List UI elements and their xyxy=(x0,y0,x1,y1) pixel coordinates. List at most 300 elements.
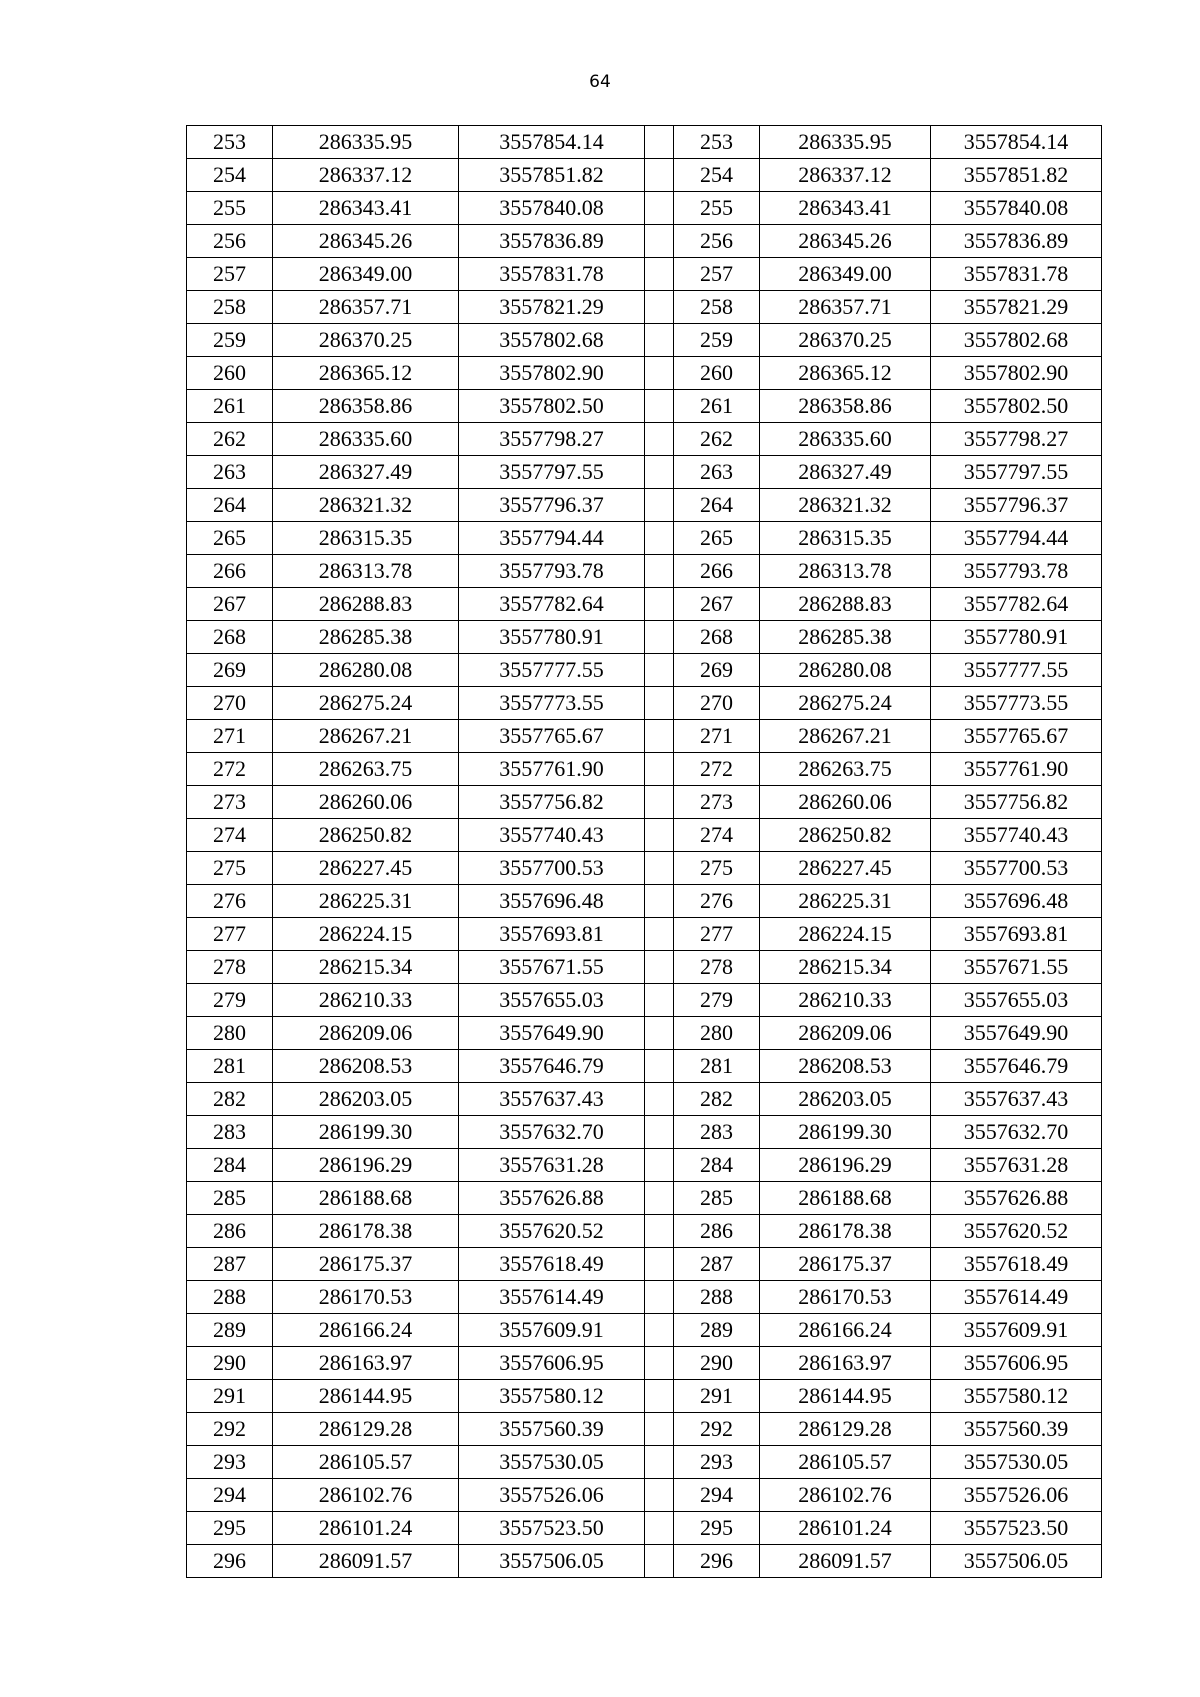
point-number-cell: 289 xyxy=(187,1314,273,1347)
spacer-cell xyxy=(645,1182,674,1215)
x-coordinate-cell: 286102.76 xyxy=(273,1479,459,1512)
spacer-cell xyxy=(645,1017,674,1050)
y-coordinate-cell: 3557649.90 xyxy=(459,1017,645,1050)
spacer-cell xyxy=(645,258,674,291)
y-coordinate-cell: 3557637.43 xyxy=(931,1083,1102,1116)
point-number-cell: 290 xyxy=(674,1347,760,1380)
point-number-cell: 255 xyxy=(674,192,760,225)
point-number-cell: 262 xyxy=(674,423,760,456)
spacer-cell xyxy=(645,1512,674,1545)
table-row xyxy=(187,1017,1102,1050)
spacer-cell xyxy=(645,1413,674,1446)
y-coordinate-cell: 3557756.82 xyxy=(459,786,645,819)
point-number-cell: 266 xyxy=(674,555,760,588)
point-number-cell: 256 xyxy=(674,225,760,258)
table-row xyxy=(187,687,1102,720)
table-row xyxy=(187,258,1102,291)
y-coordinate-cell: 3557780.91 xyxy=(931,621,1102,654)
y-coordinate-cell: 3557620.52 xyxy=(931,1215,1102,1248)
y-coordinate-cell: 3557802.90 xyxy=(931,357,1102,390)
x-coordinate-cell: 286091.57 xyxy=(760,1545,931,1578)
point-number-cell: 279 xyxy=(187,984,273,1017)
x-coordinate-cell: 286358.86 xyxy=(273,390,459,423)
point-number-cell: 263 xyxy=(187,456,273,489)
x-coordinate-cell: 286260.06 xyxy=(273,786,459,819)
spacer-cell xyxy=(645,1248,674,1281)
y-coordinate-cell: 3557618.49 xyxy=(459,1248,645,1281)
point-number-cell: 277 xyxy=(674,918,760,951)
y-coordinate-cell: 3557836.89 xyxy=(931,225,1102,258)
x-coordinate-cell: 286335.95 xyxy=(760,126,931,159)
table-row xyxy=(187,1314,1102,1347)
point-number-cell: 268 xyxy=(187,621,273,654)
x-coordinate-cell: 286215.34 xyxy=(273,951,459,984)
point-number-cell: 269 xyxy=(674,654,760,687)
point-number-cell: 284 xyxy=(187,1149,273,1182)
spacer-cell xyxy=(645,522,674,555)
x-coordinate-cell: 286260.06 xyxy=(760,786,931,819)
y-coordinate-cell: 3557796.37 xyxy=(931,489,1102,522)
y-coordinate-cell: 3557580.12 xyxy=(459,1380,645,1413)
x-coordinate-cell: 286370.25 xyxy=(273,324,459,357)
y-coordinate-cell: 3557793.78 xyxy=(931,555,1102,588)
spacer-cell xyxy=(645,984,674,1017)
x-coordinate-cell: 286313.78 xyxy=(273,555,459,588)
y-coordinate-cell: 3557606.95 xyxy=(931,1347,1102,1380)
point-number-cell: 273 xyxy=(674,786,760,819)
y-coordinate-cell: 3557606.95 xyxy=(459,1347,645,1380)
table-row xyxy=(187,885,1102,918)
point-number-cell: 263 xyxy=(674,456,760,489)
x-coordinate-cell: 286337.12 xyxy=(273,159,459,192)
table-row xyxy=(187,456,1102,489)
point-number-cell: 264 xyxy=(674,489,760,522)
point-number-cell: 278 xyxy=(187,951,273,984)
table-row xyxy=(187,1446,1102,1479)
point-number-cell: 295 xyxy=(674,1512,760,1545)
point-number-cell: 269 xyxy=(187,654,273,687)
y-coordinate-cell: 3557773.55 xyxy=(931,687,1102,720)
y-coordinate-cell: 3557797.55 xyxy=(931,456,1102,489)
y-coordinate-cell: 3557794.44 xyxy=(931,522,1102,555)
point-number-cell: 271 xyxy=(187,720,273,753)
point-number-cell: 292 xyxy=(187,1413,273,1446)
y-coordinate-cell: 3557797.55 xyxy=(459,456,645,489)
y-coordinate-cell: 3557614.49 xyxy=(931,1281,1102,1314)
y-coordinate-cell: 3557854.14 xyxy=(931,126,1102,159)
point-number-cell: 272 xyxy=(674,753,760,786)
x-coordinate-cell: 286209.06 xyxy=(760,1017,931,1050)
point-number-cell: 287 xyxy=(674,1248,760,1281)
y-coordinate-cell: 3557794.44 xyxy=(459,522,645,555)
y-coordinate-cell: 3557821.29 xyxy=(931,291,1102,324)
x-coordinate-cell: 286365.12 xyxy=(273,357,459,390)
point-number-cell: 286 xyxy=(187,1215,273,1248)
point-number-cell: 291 xyxy=(674,1380,760,1413)
x-coordinate-cell: 286267.21 xyxy=(273,720,459,753)
x-coordinate-cell: 286227.45 xyxy=(760,852,931,885)
point-number-cell: 268 xyxy=(674,621,760,654)
spacer-cell xyxy=(645,687,674,720)
table-row xyxy=(187,555,1102,588)
table-row xyxy=(187,1116,1102,1149)
y-coordinate-cell: 3557700.53 xyxy=(459,852,645,885)
y-coordinate-cell: 3557836.89 xyxy=(459,225,645,258)
y-coordinate-cell: 3557560.39 xyxy=(931,1413,1102,1446)
x-coordinate-cell: 286091.57 xyxy=(273,1545,459,1578)
y-coordinate-cell: 3557851.82 xyxy=(931,159,1102,192)
point-number-cell: 275 xyxy=(187,852,273,885)
x-coordinate-cell: 286275.24 xyxy=(273,687,459,720)
y-coordinate-cell: 3557530.05 xyxy=(459,1446,645,1479)
y-coordinate-cell: 3557626.88 xyxy=(459,1182,645,1215)
x-coordinate-cell: 286349.00 xyxy=(273,258,459,291)
point-number-cell: 295 xyxy=(187,1512,273,1545)
x-coordinate-cell: 286315.35 xyxy=(760,522,931,555)
x-coordinate-cell: 286327.49 xyxy=(760,456,931,489)
point-number-cell: 280 xyxy=(674,1017,760,1050)
x-coordinate-cell: 286188.68 xyxy=(273,1182,459,1215)
spacer-cell xyxy=(645,1479,674,1512)
table-row xyxy=(187,522,1102,555)
table-row xyxy=(187,159,1102,192)
point-number-cell: 274 xyxy=(187,819,273,852)
table-row xyxy=(187,1149,1102,1182)
y-coordinate-cell: 3557793.78 xyxy=(459,555,645,588)
y-coordinate-cell: 3557632.70 xyxy=(931,1116,1102,1149)
x-coordinate-cell: 286105.57 xyxy=(760,1446,931,1479)
x-coordinate-cell: 286163.97 xyxy=(760,1347,931,1380)
y-coordinate-cell: 3557765.67 xyxy=(459,720,645,753)
x-coordinate-cell: 286345.26 xyxy=(273,225,459,258)
point-number-cell: 262 xyxy=(187,423,273,456)
point-number-cell: 260 xyxy=(187,357,273,390)
x-coordinate-cell: 286321.32 xyxy=(760,489,931,522)
x-coordinate-cell: 286321.32 xyxy=(273,489,459,522)
x-coordinate-cell: 286215.34 xyxy=(760,951,931,984)
x-coordinate-cell: 286357.71 xyxy=(760,291,931,324)
y-coordinate-cell: 3557700.53 xyxy=(931,852,1102,885)
y-coordinate-cell: 3557761.90 xyxy=(459,753,645,786)
x-coordinate-cell: 286288.83 xyxy=(273,588,459,621)
y-coordinate-cell: 3557523.50 xyxy=(459,1512,645,1545)
table-row xyxy=(187,951,1102,984)
spacer-cell xyxy=(645,1149,674,1182)
point-number-cell: 287 xyxy=(187,1248,273,1281)
y-coordinate-cell: 3557655.03 xyxy=(931,984,1102,1017)
y-coordinate-cell: 3557530.05 xyxy=(931,1446,1102,1479)
y-coordinate-cell: 3557831.78 xyxy=(459,258,645,291)
point-number-cell: 258 xyxy=(187,291,273,324)
page-number: 64 xyxy=(589,72,611,92)
x-coordinate-cell: 286343.41 xyxy=(760,192,931,225)
point-number-cell: 267 xyxy=(674,588,760,621)
spacer-cell xyxy=(645,1380,674,1413)
table-row xyxy=(187,423,1102,456)
x-coordinate-cell: 286129.28 xyxy=(760,1413,931,1446)
x-coordinate-cell: 286285.38 xyxy=(760,621,931,654)
table-row xyxy=(187,588,1102,621)
spacer-cell xyxy=(645,126,674,159)
x-coordinate-cell: 286345.26 xyxy=(760,225,931,258)
x-coordinate-cell: 286105.57 xyxy=(273,1446,459,1479)
x-coordinate-cell: 286335.60 xyxy=(273,423,459,456)
y-coordinate-cell: 3557626.88 xyxy=(931,1182,1102,1215)
x-coordinate-cell: 286225.31 xyxy=(760,885,931,918)
point-number-cell: 282 xyxy=(674,1083,760,1116)
table-row xyxy=(187,324,1102,357)
x-coordinate-cell: 286250.82 xyxy=(760,819,931,852)
x-coordinate-cell: 286224.15 xyxy=(760,918,931,951)
y-coordinate-cell: 3557646.79 xyxy=(931,1050,1102,1083)
point-number-cell: 254 xyxy=(187,159,273,192)
spacer-cell xyxy=(645,489,674,522)
x-coordinate-cell: 286166.24 xyxy=(273,1314,459,1347)
x-coordinate-cell: 286210.33 xyxy=(273,984,459,1017)
spacer-cell xyxy=(645,951,674,984)
point-number-cell: 265 xyxy=(187,522,273,555)
y-coordinate-cell: 3557851.82 xyxy=(459,159,645,192)
x-coordinate-cell: 286175.37 xyxy=(273,1248,459,1281)
table-row xyxy=(187,753,1102,786)
point-number-cell: 276 xyxy=(674,885,760,918)
spacer-cell xyxy=(645,753,674,786)
x-coordinate-cell: 286101.24 xyxy=(273,1512,459,1545)
point-number-cell: 253 xyxy=(187,126,273,159)
point-number-cell: 254 xyxy=(674,159,760,192)
table-row xyxy=(187,654,1102,687)
x-coordinate-cell: 286225.31 xyxy=(273,885,459,918)
y-coordinate-cell: 3557580.12 xyxy=(931,1380,1102,1413)
y-coordinate-cell: 3557526.06 xyxy=(931,1479,1102,1512)
point-number-cell: 288 xyxy=(187,1281,273,1314)
point-number-cell: 259 xyxy=(187,324,273,357)
point-number-cell: 288 xyxy=(674,1281,760,1314)
y-coordinate-cell: 3557777.55 xyxy=(459,654,645,687)
x-coordinate-cell: 286203.05 xyxy=(760,1083,931,1116)
x-coordinate-cell: 286144.95 xyxy=(760,1380,931,1413)
x-coordinate-cell: 286166.24 xyxy=(760,1314,931,1347)
y-coordinate-cell: 3557740.43 xyxy=(931,819,1102,852)
point-number-cell: 267 xyxy=(187,588,273,621)
table-row xyxy=(187,621,1102,654)
spacer-cell xyxy=(645,192,674,225)
spacer-cell xyxy=(645,720,674,753)
point-number-cell: 253 xyxy=(674,126,760,159)
y-coordinate-cell: 3557740.43 xyxy=(459,819,645,852)
table-row xyxy=(187,390,1102,423)
y-coordinate-cell: 3557649.90 xyxy=(931,1017,1102,1050)
spacer-cell xyxy=(645,819,674,852)
y-coordinate-cell: 3557560.39 xyxy=(459,1413,645,1446)
point-number-cell: 293 xyxy=(674,1446,760,1479)
table-row xyxy=(187,819,1102,852)
y-coordinate-cell: 3557631.28 xyxy=(931,1149,1102,1182)
point-number-cell: 266 xyxy=(187,555,273,588)
x-coordinate-cell: 286358.86 xyxy=(760,390,931,423)
table-row xyxy=(187,852,1102,885)
table-row xyxy=(187,357,1102,390)
table-row xyxy=(187,918,1102,951)
y-coordinate-cell: 3557696.48 xyxy=(459,885,645,918)
y-coordinate-cell: 3557618.49 xyxy=(931,1248,1102,1281)
point-number-cell: 279 xyxy=(674,984,760,1017)
point-number-cell: 283 xyxy=(187,1116,273,1149)
point-number-cell: 285 xyxy=(674,1182,760,1215)
y-coordinate-cell: 3557646.79 xyxy=(459,1050,645,1083)
table-row xyxy=(187,984,1102,1017)
x-coordinate-cell: 286170.53 xyxy=(760,1281,931,1314)
spacer-cell xyxy=(645,1446,674,1479)
spacer-cell xyxy=(645,225,674,258)
point-number-cell: 296 xyxy=(674,1545,760,1578)
point-number-cell: 278 xyxy=(674,951,760,984)
table-row xyxy=(187,1512,1102,1545)
point-number-cell: 294 xyxy=(674,1479,760,1512)
point-number-cell: 276 xyxy=(187,885,273,918)
point-number-cell: 255 xyxy=(187,192,273,225)
x-coordinate-cell: 286227.45 xyxy=(273,852,459,885)
x-coordinate-cell: 286370.25 xyxy=(760,324,931,357)
y-coordinate-cell: 3557637.43 xyxy=(459,1083,645,1116)
table-row xyxy=(187,1479,1102,1512)
point-number-cell: 273 xyxy=(187,786,273,819)
spacer-cell xyxy=(645,1281,674,1314)
y-coordinate-cell: 3557773.55 xyxy=(459,687,645,720)
x-coordinate-cell: 286280.08 xyxy=(273,654,459,687)
y-coordinate-cell: 3557802.90 xyxy=(459,357,645,390)
point-number-cell: 296 xyxy=(187,1545,273,1578)
x-coordinate-cell: 286315.35 xyxy=(273,522,459,555)
x-coordinate-cell: 286263.75 xyxy=(760,753,931,786)
point-number-cell: 290 xyxy=(187,1347,273,1380)
table-row xyxy=(187,1248,1102,1281)
x-coordinate-cell: 286263.75 xyxy=(273,753,459,786)
y-coordinate-cell: 3557523.50 xyxy=(931,1512,1102,1545)
x-coordinate-cell: 286357.71 xyxy=(273,291,459,324)
y-coordinate-cell: 3557821.29 xyxy=(459,291,645,324)
y-coordinate-cell: 3557782.64 xyxy=(459,588,645,621)
y-coordinate-cell: 3557620.52 xyxy=(459,1215,645,1248)
point-number-cell: 284 xyxy=(674,1149,760,1182)
x-coordinate-cell: 286178.38 xyxy=(760,1215,931,1248)
point-number-cell: 283 xyxy=(674,1116,760,1149)
y-coordinate-cell: 3557780.91 xyxy=(459,621,645,654)
y-coordinate-cell: 3557761.90 xyxy=(931,753,1102,786)
point-number-cell: 285 xyxy=(187,1182,273,1215)
y-coordinate-cell: 3557798.27 xyxy=(459,423,645,456)
x-coordinate-cell: 286224.15 xyxy=(273,918,459,951)
y-coordinate-cell: 3557840.08 xyxy=(931,192,1102,225)
x-coordinate-cell: 286313.78 xyxy=(760,555,931,588)
x-coordinate-cell: 286335.60 xyxy=(760,423,931,456)
x-coordinate-cell: 286250.82 xyxy=(273,819,459,852)
table-row xyxy=(187,1413,1102,1446)
y-coordinate-cell: 3557854.14 xyxy=(459,126,645,159)
x-coordinate-cell: 286199.30 xyxy=(273,1116,459,1149)
spacer-cell xyxy=(645,1050,674,1083)
y-coordinate-cell: 3557802.50 xyxy=(459,390,645,423)
point-number-cell: 270 xyxy=(674,687,760,720)
point-number-cell: 260 xyxy=(674,357,760,390)
y-coordinate-cell: 3557765.67 xyxy=(931,720,1102,753)
x-coordinate-cell: 286288.83 xyxy=(760,588,931,621)
x-coordinate-cell: 286337.12 xyxy=(760,159,931,192)
x-coordinate-cell: 286343.41 xyxy=(273,192,459,225)
x-coordinate-cell: 286196.29 xyxy=(760,1149,931,1182)
table-row xyxy=(187,192,1102,225)
x-coordinate-cell: 286199.30 xyxy=(760,1116,931,1149)
table-row xyxy=(187,1380,1102,1413)
point-number-cell: 277 xyxy=(187,918,273,951)
coordinates-table xyxy=(186,125,1102,1578)
spacer-cell xyxy=(645,159,674,192)
spacer-cell xyxy=(645,555,674,588)
x-coordinate-cell: 286196.29 xyxy=(273,1149,459,1182)
point-number-cell: 274 xyxy=(674,819,760,852)
point-number-cell: 281 xyxy=(674,1050,760,1083)
table-row xyxy=(187,1281,1102,1314)
table-row xyxy=(187,1050,1102,1083)
spacer-cell xyxy=(645,423,674,456)
x-coordinate-cell: 286178.38 xyxy=(273,1215,459,1248)
table-row xyxy=(187,291,1102,324)
point-number-cell: 280 xyxy=(187,1017,273,1050)
y-coordinate-cell: 3557614.49 xyxy=(459,1281,645,1314)
spacer-cell xyxy=(645,456,674,489)
x-coordinate-cell: 286208.53 xyxy=(760,1050,931,1083)
x-coordinate-cell: 286208.53 xyxy=(273,1050,459,1083)
point-number-cell: 270 xyxy=(187,687,273,720)
spacer-cell xyxy=(645,1215,674,1248)
x-coordinate-cell: 286267.21 xyxy=(760,720,931,753)
x-coordinate-cell: 286170.53 xyxy=(273,1281,459,1314)
table-row xyxy=(187,1182,1102,1215)
y-coordinate-cell: 3557831.78 xyxy=(931,258,1102,291)
y-coordinate-cell: 3557609.91 xyxy=(931,1314,1102,1347)
x-coordinate-cell: 286163.97 xyxy=(273,1347,459,1380)
point-number-cell: 257 xyxy=(187,258,273,291)
y-coordinate-cell: 3557782.64 xyxy=(931,588,1102,621)
table-row xyxy=(187,225,1102,258)
table-row xyxy=(187,786,1102,819)
y-coordinate-cell: 3557526.06 xyxy=(459,1479,645,1512)
point-number-cell: 257 xyxy=(674,258,760,291)
point-number-cell: 258 xyxy=(674,291,760,324)
y-coordinate-cell: 3557696.48 xyxy=(931,885,1102,918)
x-coordinate-cell: 286102.76 xyxy=(760,1479,931,1512)
y-coordinate-cell: 3557693.81 xyxy=(459,918,645,951)
spacer-cell xyxy=(645,390,674,423)
spacer-cell xyxy=(645,324,674,357)
table-row xyxy=(187,720,1102,753)
spacer-cell xyxy=(645,918,674,951)
y-coordinate-cell: 3557756.82 xyxy=(931,786,1102,819)
x-coordinate-cell: 286144.95 xyxy=(273,1380,459,1413)
y-coordinate-cell: 3557802.50 xyxy=(931,390,1102,423)
x-coordinate-cell: 286175.37 xyxy=(760,1248,931,1281)
point-number-cell: 271 xyxy=(674,720,760,753)
table-row xyxy=(187,1215,1102,1248)
y-coordinate-cell: 3557671.55 xyxy=(459,951,645,984)
spacer-cell xyxy=(645,588,674,621)
y-coordinate-cell: 3557631.28 xyxy=(459,1149,645,1182)
x-coordinate-cell: 286285.38 xyxy=(273,621,459,654)
table-row xyxy=(187,489,1102,522)
point-number-cell: 256 xyxy=(187,225,273,258)
table-row xyxy=(187,1545,1102,1578)
table-row xyxy=(187,126,1102,159)
